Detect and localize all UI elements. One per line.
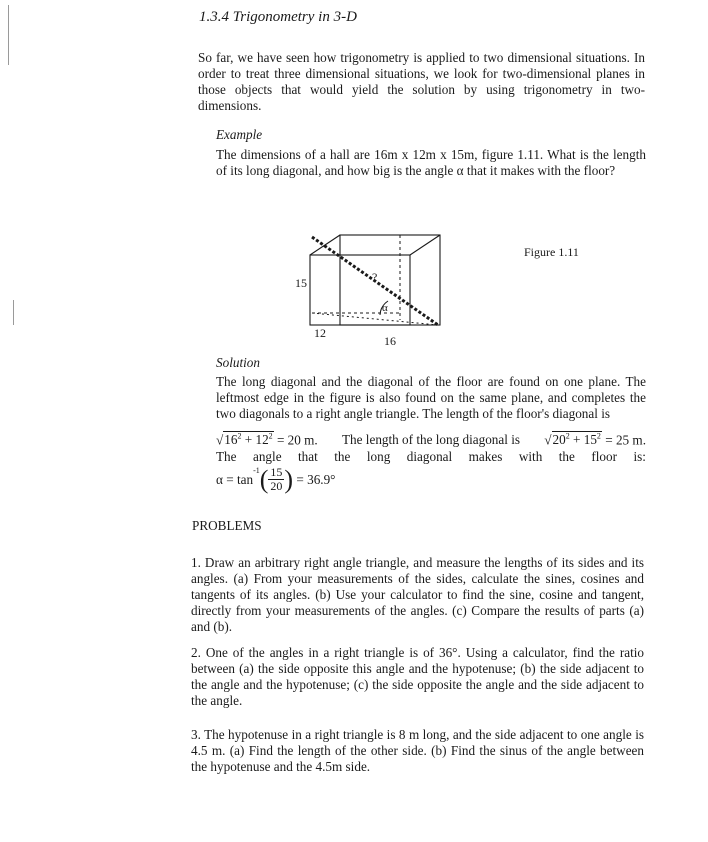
angle-sentence: The angle that the long diagonal makes with the floor is: (216, 449, 646, 464)
floor-diagonal (312, 313, 438, 325)
depth-label: 12 (314, 326, 326, 340)
angle-formula: $\alpha = \tan^{-1}$( $\frac{15}{20}$ ) = 36.9° (216, 464, 336, 494)
solution-text: The long diagonal and the diagonal of the floor are found on one plane. The leftmost edge in the figure is also found on the same plane, and completes the two diagonals to a right angle triangle. The length of the floor's diagonal is (216, 374, 646, 421)
example-text: The dimensions of a hall are 16m x 12m x 15m, figure 1.11. What is the length of its long diagonal, and how big is the angle α that it makes with the floor? (216, 147, 646, 178)
angle-label: α (382, 302, 388, 314)
height-label: 15 (295, 276, 307, 290)
solution-label: Solution (216, 355, 260, 370)
scan-margin-mark (13, 300, 14, 325)
problem-3: 3. The hypotenuse in a right triangle is 8 m long, and the side adjacent to one angle is 4.5 m. (a) Find the length of the other side. (b) Find the sinus of the angle between the hypotenuse and the 4.5m side. (191, 727, 644, 774)
diagonal-formulas: $√16^2 + 12^2 = 20$ m. The length of the long diagonal is $√20^2 + 15^2 = 25$ m. (216, 432, 646, 448)
section-title: 1.3.4 Trigonometry in 3-D (199, 9, 357, 25)
unknown-label: ? (372, 270, 378, 284)
width-label: 16 (384, 334, 396, 348)
problems-title: PROBLEMS (192, 518, 262, 533)
example-label: Example (216, 127, 263, 142)
back-face (340, 235, 440, 325)
scan-margin-mark (8, 5, 9, 65)
intro-paragraph: So far, we have seen how trigonometry is applied to two dimensional situations. In order to treat three dimensional situations, we look for two-dimensional planes in those objects that would yield the solution by using trigonometry in two-dimensions. (198, 50, 645, 113)
figure-caption: Figure 1.11 (524, 245, 579, 259)
front-face (310, 255, 410, 325)
problem-1: 1. Draw an arbitrary right angle triangle, and measure the lengths of its sides and its angles. (a) From your measurements of the sides, calculate the sines, cosines and tangents of its angles. (b) Use your calculator to find the sine, cosine and tangent, directly from your measurements of the angles. (c) Compare the results of parts (a) and (b). (191, 555, 644, 634)
problem-2: 2. One of the angles in a right triangle is of 36°. Using a calculator, find the ratio between (a) the side opposite this angle and the hypotenuse; (b) the side adjacent to the angle and the hypotenuse; (c) the side opposite the angle and the side adjacent to the angle. (191, 645, 644, 708)
figure-box-diagram (295, 225, 450, 350)
